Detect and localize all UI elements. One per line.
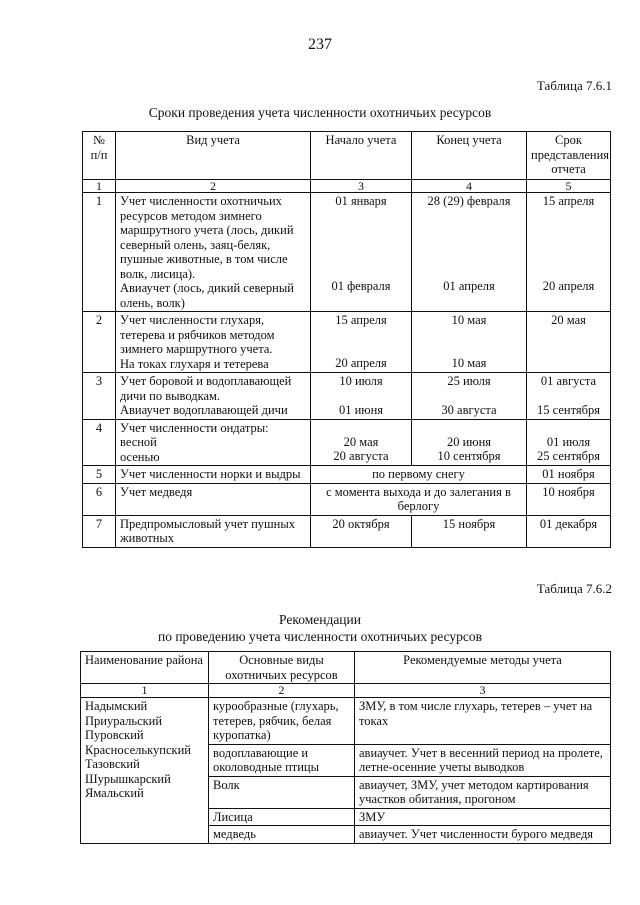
species: медведь	[209, 826, 355, 844]
end-date: 15 ноября	[412, 515, 527, 547]
column-number-row	[83, 180, 611, 193]
header-report: Срок представления отчета	[527, 132, 611, 180]
start-date-a: 20 мая	[343, 434, 379, 449]
district-name: Приуральский	[85, 713, 163, 728]
report-date	[527, 193, 611, 312]
row-num: 6	[83, 483, 116, 515]
col-number: 3	[311, 180, 412, 193]
row-num: 1	[83, 193, 116, 312]
row-num: 4	[83, 419, 116, 466]
census-type: Предпромысловый учет пушных животных	[116, 515, 311, 547]
report-date: 10 ноября	[527, 483, 611, 515]
report-date: 01 декабря	[527, 515, 611, 547]
report-date-a: 15 апреля	[542, 194, 595, 208]
row-num: 2	[83, 312, 116, 373]
report-date-b: 20 апреля	[542, 278, 595, 293]
report-date	[527, 373, 611, 420]
census-type	[116, 312, 311, 373]
district-name: Пуровский	[85, 728, 144, 742]
start-date	[311, 193, 412, 312]
hunting-census-dates-table	[82, 131, 611, 548]
table-row	[83, 312, 611, 373]
start-date-b: 01 февраля	[331, 278, 391, 293]
end-date-a: 28 (29) февраля	[427, 194, 511, 208]
census-type: Учет медведя	[116, 483, 311, 515]
report-date	[527, 312, 611, 373]
table-row	[83, 466, 611, 484]
census-type	[116, 373, 311, 420]
header-num: № п/п	[83, 132, 116, 180]
species: Лисица	[209, 808, 355, 826]
method: ЗМУ	[355, 808, 611, 826]
col-number: 1	[83, 180, 116, 193]
end-date-b: 01 апреля	[443, 278, 495, 293]
table-header-row	[81, 652, 611, 684]
district-name: Тазовский	[85, 757, 140, 771]
col-number: 5	[527, 180, 611, 193]
census-type-aerial: Авиаучет водоплавающей дичи	[120, 403, 288, 417]
end-date-b: 10 мая	[451, 355, 487, 370]
start-date-a: 01 января	[335, 194, 387, 208]
start-date	[311, 312, 412, 373]
table2-label: Таблица 7.6.2	[536, 581, 612, 596]
census-type-main: Учет численности ондатры:	[120, 420, 269, 435]
start-date-a: 15 апреля	[335, 313, 387, 327]
col-number: 2	[116, 180, 311, 193]
report-date	[527, 419, 611, 466]
census-type-main: Учет численности глухаря, тетерева и рябчиков методом зимнего маршрутного учета.	[120, 313, 275, 356]
table-row	[81, 698, 611, 745]
header-district: Наименование района	[81, 652, 209, 684]
table1-title: Сроки проведения учета численности охотничьих ресурсов	[148, 105, 492, 120]
merged-period: по первому снегу	[311, 466, 527, 484]
table2-title	[0, 611, 640, 645]
district-name: Шурышкарский	[85, 771, 171, 786]
end-date-a: 25 июля	[447, 374, 491, 388]
method: авиаучет. Учет численности бурого медведя	[355, 826, 611, 844]
species: курообразные (глухарь, тетерев, рябчик, белая куропатка)	[209, 698, 355, 745]
header-start: Начало учета	[311, 132, 412, 180]
row-num: 7	[83, 515, 116, 547]
col-number: 1	[81, 684, 209, 698]
district-name: Красноселькупский	[85, 742, 191, 757]
start-date-a: 10 июля	[339, 374, 383, 388]
census-type-spring: весной	[120, 435, 157, 449]
report-date-a: 01 августа	[540, 374, 597, 388]
col-number: 3	[355, 684, 611, 698]
district-name: Ямальский	[85, 786, 144, 800]
header-species: Основные виды охотничьих ресурсов	[209, 652, 355, 684]
start-date-b: 20 апреля	[335, 355, 387, 370]
census-type-leks: На токах глухаря и тетерева	[120, 356, 269, 371]
district-list	[81, 698, 209, 844]
start-date	[311, 373, 412, 420]
report-date-b: 15 сентября	[537, 402, 600, 417]
method: авиаучет. Учет в весенний период на пролете, летне-осенние учеты выводков	[355, 744, 611, 776]
census-type-main: Учет боровой и водоплавающей дичи по выводкам.	[120, 374, 292, 403]
col-number: 2	[209, 684, 355, 698]
census-type	[116, 419, 311, 466]
census-type	[116, 193, 311, 312]
report-date-a: 01 июля	[546, 434, 591, 449]
table1-label: Таблица 7.6.1	[536, 78, 612, 93]
start-date-b: 01 июня	[338, 402, 384, 417]
row-num: 3	[83, 373, 116, 420]
end-date	[412, 419, 527, 466]
start-date: 20 октября	[311, 515, 412, 547]
table-row	[83, 193, 611, 312]
table2-title-line1: Рекомендации	[279, 612, 361, 627]
report-date-b: 25 сентября	[537, 449, 600, 463]
start-date	[311, 419, 412, 466]
start-date-b: 20 августа	[333, 449, 389, 463]
census-type-autumn: осенью	[120, 449, 160, 464]
end-date-a: 20 июня	[446, 434, 492, 449]
end-date	[412, 373, 527, 420]
end-date	[412, 312, 527, 373]
species: Волк	[209, 776, 355, 808]
table-row	[83, 483, 611, 515]
table2-title-line2: по проведению учета численности охотничьих ресурсов	[157, 629, 483, 644]
end-date-b: 10 сентября	[437, 449, 501, 463]
report-date: 01 ноября	[527, 466, 611, 484]
district-name: Надымский	[85, 699, 148, 713]
census-recommendations-table	[80, 651, 611, 844]
table-row	[83, 373, 611, 420]
column-number-row	[81, 684, 611, 698]
table-row	[83, 419, 611, 466]
table-row	[83, 515, 611, 547]
end-date-b: 30 августа	[441, 402, 497, 417]
page-number: 237	[308, 36, 332, 53]
census-type-aerial: Авиаучет (лось, дикий северный олень, волк)	[120, 281, 294, 310]
table-header-row	[83, 132, 611, 180]
method: ЗМУ, в том числе глухарь, тетерев – учет на токах	[355, 698, 611, 745]
species: водоплавающие и околоводные птицы	[209, 744, 355, 776]
method: авиаучет, ЗМУ, учет методом картирования участков обитания, прогоном	[355, 776, 611, 808]
end-date	[412, 193, 527, 312]
census-type-main: Учет численности охотничьих ресурсов методом зимнего маршрутного учета (лось, дикий северный олень, заяц-беляк, пушные животные, в том числе волк, лисица).	[120, 194, 294, 281]
report-date-a: 20 мая	[551, 313, 586, 327]
header-methods: Рекомендуемые методы учета	[355, 652, 611, 684]
header-end: Конец учета	[412, 132, 527, 180]
end-date-a: 10 мая	[451, 313, 487, 327]
header-type: Вид учета	[116, 132, 311, 180]
merged-period: с момента выхода и до залегания в берлогу	[311, 483, 527, 515]
row-num: 5	[83, 466, 116, 484]
census-type: Учет численности норки и выдры	[116, 466, 311, 484]
col-number: 4	[412, 180, 527, 193]
